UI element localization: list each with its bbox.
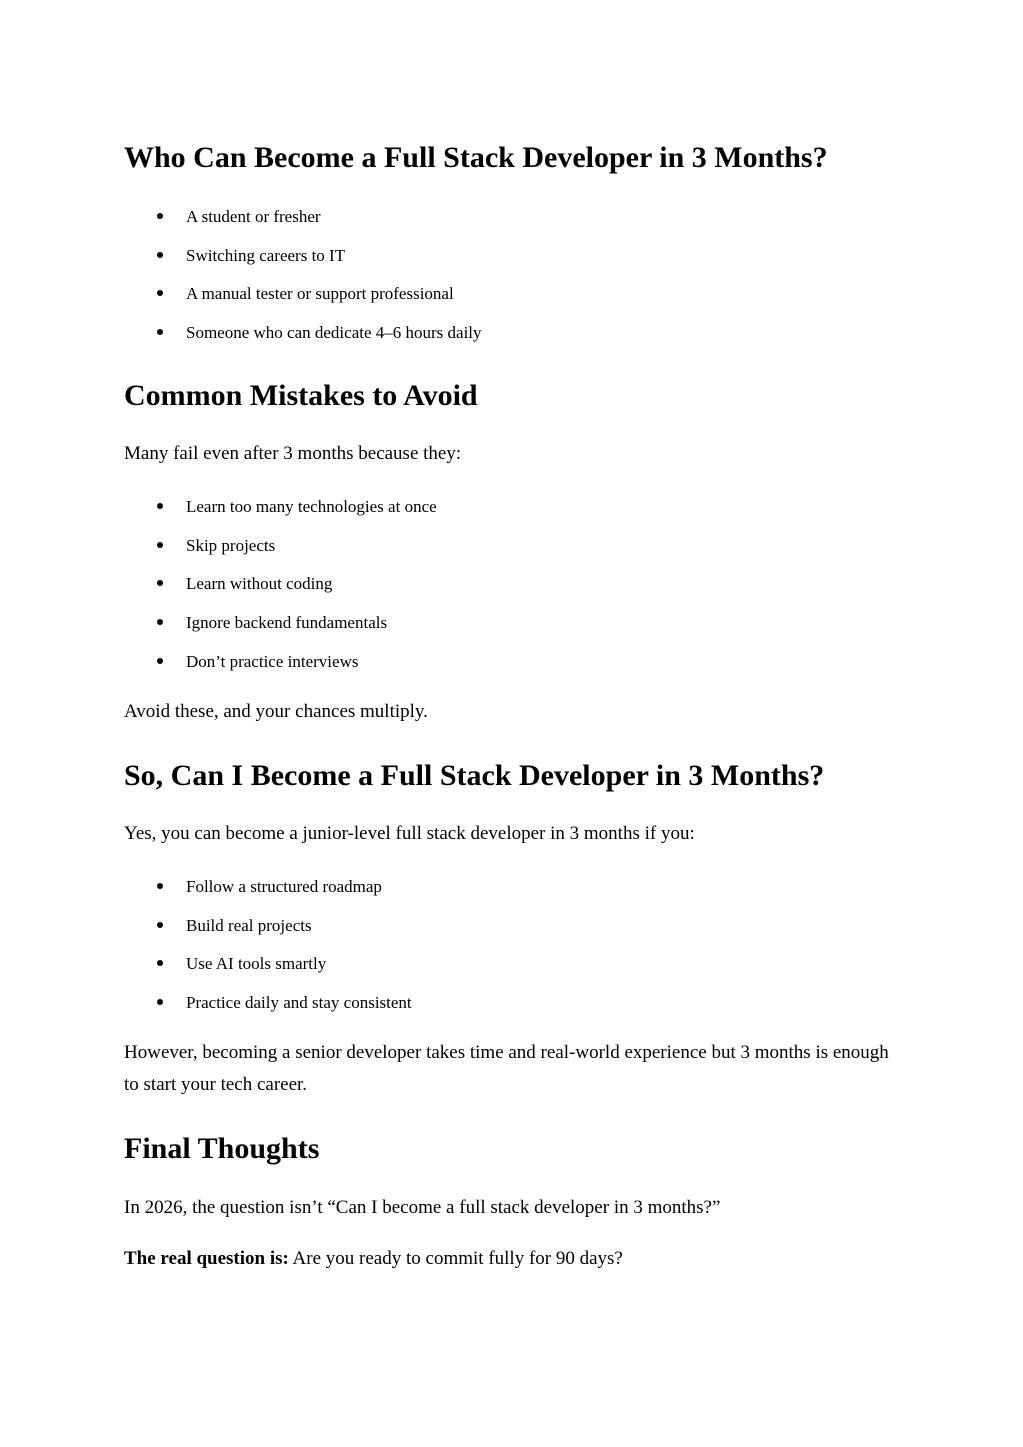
list-item (124, 574, 437, 613)
mistakes-outro: Avoid these, and your chances multiply. (124, 701, 428, 722)
list-item (124, 207, 482, 246)
list-item (124, 954, 412, 993)
heading-common-mistakes: Common Mistakes to Avoid (124, 379, 478, 412)
list-item-text: A manual tester or support professional (186, 284, 454, 304)
heading-who-can-become: Who Can Become a Full Stack Developer in 3 Months? (124, 141, 828, 174)
list-item-text: Someone who can dedicate 4–6 hours daily (186, 323, 482, 343)
bullet-icon (157, 883, 163, 889)
list-item (124, 877, 412, 916)
bullet-icon (157, 658, 163, 664)
bullet-icon (157, 252, 163, 258)
list-item (124, 993, 412, 1032)
list-item-text: Learn without coding (186, 574, 333, 594)
final-para-2-bold: The real question is: (124, 1248, 289, 1269)
heading-so-can-i: So, Can I Become a Full Stack Developer in 3 Months? (124, 759, 825, 792)
bullet-icon (157, 290, 163, 296)
list-item-text: Use AI tools smartly (186, 954, 327, 974)
bullet-icon (157, 999, 163, 1005)
bullet-icon (157, 329, 163, 335)
bullet-icon (157, 503, 163, 509)
list-can-i (124, 877, 412, 1032)
list-item (124, 536, 437, 575)
list-who-can-become (124, 207, 482, 362)
heading-final-thoughts: Final Thoughts (124, 1132, 320, 1165)
list-item (124, 652, 437, 691)
list-common-mistakes (124, 497, 437, 690)
list-item-text: Switching careers to IT (186, 245, 346, 265)
list-item-text: Ignore backend fundamentals (186, 613, 388, 633)
list-item (124, 613, 437, 652)
list-item (124, 284, 482, 323)
list-item (124, 323, 482, 362)
list-item-text: Don’t practice interviews (186, 651, 359, 671)
list-item-text: Follow a structured roadmap (186, 877, 382, 896)
bullet-icon (157, 619, 163, 625)
list-item (124, 916, 412, 955)
list-item-text: Practice daily and stay consistent (186, 993, 412, 1013)
final-para-2-rest: Are you ready to commit fully for 90 days? (288, 1248, 623, 1269)
list-item (124, 246, 482, 285)
bullet-icon (157, 213, 163, 219)
can-i-outro: However, becoming a senior developer takes time and real-world experience but 3 months is enough to start your tech career. (124, 1042, 889, 1095)
list-item-text: A student or fresher (186, 207, 321, 226)
list-item (124, 497, 437, 536)
bullet-icon (157, 580, 163, 586)
list-item-text: Build real projects (186, 915, 312, 935)
bullet-icon (157, 542, 163, 548)
can-i-intro: Yes, you can become a junior-level full stack developer in 3 months if you: (124, 823, 695, 844)
list-item-text: Learn too many technologies at once (186, 497, 437, 516)
list-item-text: Skip projects (186, 535, 276, 555)
final-para-2 (124, 1243, 904, 1275)
bullet-icon (157, 960, 163, 966)
mistakes-intro: Many fail even after 3 months because they: (124, 443, 462, 464)
bullet-icon (157, 922, 163, 928)
final-para-1: In 2026, the question isn’t “Can I become a full stack developer in 3 months?” (124, 1197, 721, 1218)
